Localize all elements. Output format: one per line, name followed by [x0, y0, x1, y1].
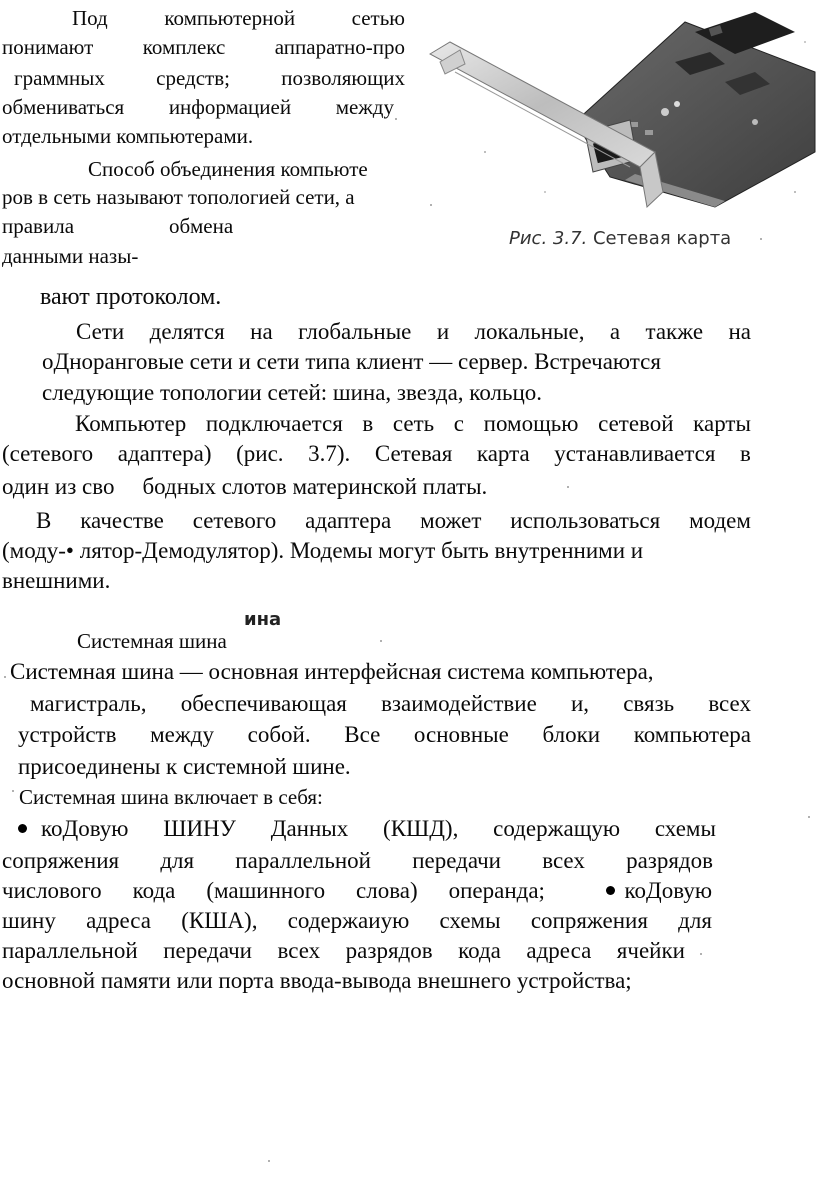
- figure-caption: [509, 228, 731, 249]
- word: адреса: [526, 938, 592, 963]
- card-line-1: [75, 412, 751, 435]
- word: (КШД),: [383, 816, 459, 841]
- intro-line-1: [72, 8, 405, 29]
- word: шину: [2, 908, 56, 933]
- networks-line-3: следующие топологии сетей: шина, звезда, кольцо.: [42, 380, 543, 405]
- word: на: [250, 319, 273, 344]
- word: сетевого: [192, 508, 277, 533]
- scan-speck: [395, 118, 397, 120]
- word: помощью: [483, 411, 579, 436]
- word: сетевой: [598, 411, 674, 436]
- figure-title: Сетевая карта: [587, 228, 732, 249]
- word: В: [36, 508, 52, 533]
- card-line-2: [2, 442, 751, 465]
- word: параллельной: [2, 938, 138, 963]
- includes-line: Системная шина включает в себя:: [19, 785, 323, 809]
- word: адреса: [86, 908, 151, 933]
- networks-line-2: оДноранговые сети и сети типа клиент — сервер. Встречаются: [42, 349, 661, 374]
- word: устройств: [18, 722, 117, 747]
- word: адаптера: [305, 508, 392, 533]
- intro-line-4: [2, 97, 394, 118]
- scan-speck: [700, 953, 702, 955]
- word: в: [362, 411, 374, 436]
- word: использоваться: [510, 508, 661, 533]
- word: (КША),: [181, 908, 258, 933]
- word: модем: [689, 508, 751, 533]
- word: обеспечивающая: [180, 691, 347, 716]
- word: блоки: [542, 722, 601, 747]
- word: схемы: [439, 908, 501, 933]
- word: может: [420, 508, 482, 533]
- word: комплекс: [142, 35, 226, 59]
- scan-speck: [380, 640, 382, 642]
- word: ШИНУ: [163, 816, 236, 841]
- word: понимают: [2, 35, 94, 59]
- word: параллельной: [235, 848, 371, 873]
- bullet-icon: [606, 886, 615, 895]
- scan-speck: [430, 204, 432, 206]
- word: правила: [2, 214, 75, 238]
- word: компьютера: [633, 722, 751, 747]
- bus-line-2: [30, 692, 751, 715]
- word: (машинного: [206, 878, 326, 903]
- word: слова): [356, 878, 418, 903]
- word: позволяющих: [281, 66, 405, 90]
- modem-line-3: внешними.: [2, 568, 111, 593]
- word: содержаиую: [287, 908, 410, 933]
- word: один из сво: [2, 474, 115, 499]
- word: между: [150, 722, 214, 747]
- word: кода: [132, 878, 176, 903]
- figure-number: Рис. 3.7.: [509, 228, 588, 249]
- word: средств;: [156, 66, 230, 90]
- word: основные: [413, 722, 509, 747]
- word: для: [160, 848, 195, 873]
- word: бодных слотов материнской платы.: [142, 474, 488, 499]
- scan-speck: [4, 676, 6, 678]
- word: на: [728, 319, 751, 344]
- intro-line-6: [88, 159, 400, 180]
- bus-line-3: [18, 723, 751, 746]
- intro-line-9: данными назы-: [2, 244, 139, 268]
- word: собой.: [247, 722, 311, 747]
- word: схемы: [654, 816, 716, 841]
- word: Способ объединения компьюте: [88, 157, 368, 181]
- word: обмениваться: [2, 95, 125, 119]
- word: с: [453, 411, 465, 436]
- word: подключается: [205, 411, 343, 436]
- word: а: [609, 319, 621, 344]
- list-line-5: [2, 939, 685, 962]
- word: передачи: [163, 938, 252, 963]
- word: операнда;: [448, 878, 545, 903]
- word: обмена: [169, 214, 234, 238]
- word: содержащую: [493, 816, 621, 841]
- word: и,: [570, 691, 590, 716]
- word: делятся: [149, 319, 225, 344]
- intro-line-7: ров в сеть называют топологией сети, а: [2, 185, 355, 209]
- heading-fragment: ина: [244, 609, 282, 630]
- card-line-3: [2, 475, 487, 498]
- scan-speck: [567, 486, 569, 488]
- word: Данных: [270, 816, 349, 841]
- word: коДовую: [41, 816, 129, 841]
- bus-line-1: Системная шина — основная интерфейсная система компьютера,: [10, 659, 654, 684]
- network-card-figure: [425, 2, 816, 220]
- modem-line-2: (моду-• лятор-Демодулятор). Модемы могут быть внутренними и: [2, 538, 644, 563]
- intro-line-3: [14, 68, 405, 89]
- list-line-6: основной памяти или порта ввода-вывода внешнего устройства;: [2, 968, 632, 993]
- word: карта: [476, 441, 530, 466]
- word: всех: [708, 691, 751, 716]
- word: и: [436, 319, 450, 344]
- word: адаптера): [117, 441, 212, 466]
- scan-speck: [808, 816, 810, 818]
- word: 3.7).: [308, 441, 351, 466]
- word: Сети: [76, 319, 125, 344]
- word: в: [740, 441, 751, 466]
- word: всех: [277, 938, 321, 963]
- bus-line-4: присоединены к системной шине.: [18, 754, 351, 779]
- word: (рис.: [236, 441, 284, 466]
- word: Сетевая: [374, 441, 453, 466]
- word: сеть: [392, 411, 435, 436]
- word: также: [645, 319, 704, 344]
- list-item-kshd: [18, 817, 716, 840]
- word: локальные,: [474, 319, 585, 344]
- word: передачи: [412, 848, 501, 873]
- word: сопряжения: [2, 848, 120, 873]
- word: Под: [72, 6, 108, 30]
- word: компьютерной: [164, 6, 296, 30]
- word: числового: [2, 878, 102, 903]
- modem-line-1: [36, 509, 751, 532]
- intro-line-5: отдельными компьютерами.: [2, 124, 254, 148]
- intro-line-8: [2, 216, 233, 237]
- intro-line-10: вают протоколом.: [40, 284, 222, 310]
- word: глобальные: [298, 319, 412, 344]
- word: устанавливается: [554, 441, 716, 466]
- word: Все: [344, 722, 381, 747]
- scan-speck: [12, 790, 14, 792]
- word: между: [335, 95, 394, 119]
- word: для: [678, 908, 712, 933]
- word: качестве: [80, 508, 164, 533]
- word: всех: [542, 848, 585, 873]
- section-heading: Системная шина: [77, 629, 227, 653]
- word: разрядов: [345, 938, 433, 963]
- word: кода: [458, 938, 501, 963]
- list-item-ksha-start: коДовую: [624, 878, 712, 903]
- bullet-icon: [18, 824, 27, 833]
- word: сопряжения: [530, 908, 648, 933]
- word: ячейки: [616, 938, 685, 963]
- list-line-3: [2, 879, 712, 902]
- word: сетью: [351, 6, 405, 30]
- word: Компьютер: [75, 411, 187, 436]
- scan-speck: [268, 1160, 270, 1162]
- list-line-2: [2, 849, 713, 872]
- word: связь: [623, 691, 675, 716]
- networks-line-1: [76, 320, 751, 343]
- word: разрядов: [626, 848, 713, 873]
- word: информацией: [168, 95, 292, 119]
- intro-line-2: [2, 37, 405, 58]
- word: граммных: [14, 66, 105, 90]
- word: карты: [693, 411, 751, 436]
- word: магистраль,: [30, 691, 147, 716]
- word: (сетевого: [2, 441, 94, 466]
- word: аппаратно-про: [274, 35, 405, 59]
- scan-speck: [760, 238, 762, 240]
- network-card-image: [425, 2, 816, 220]
- word: взаимодействие: [381, 691, 537, 716]
- list-line-4: [2, 909, 712, 932]
